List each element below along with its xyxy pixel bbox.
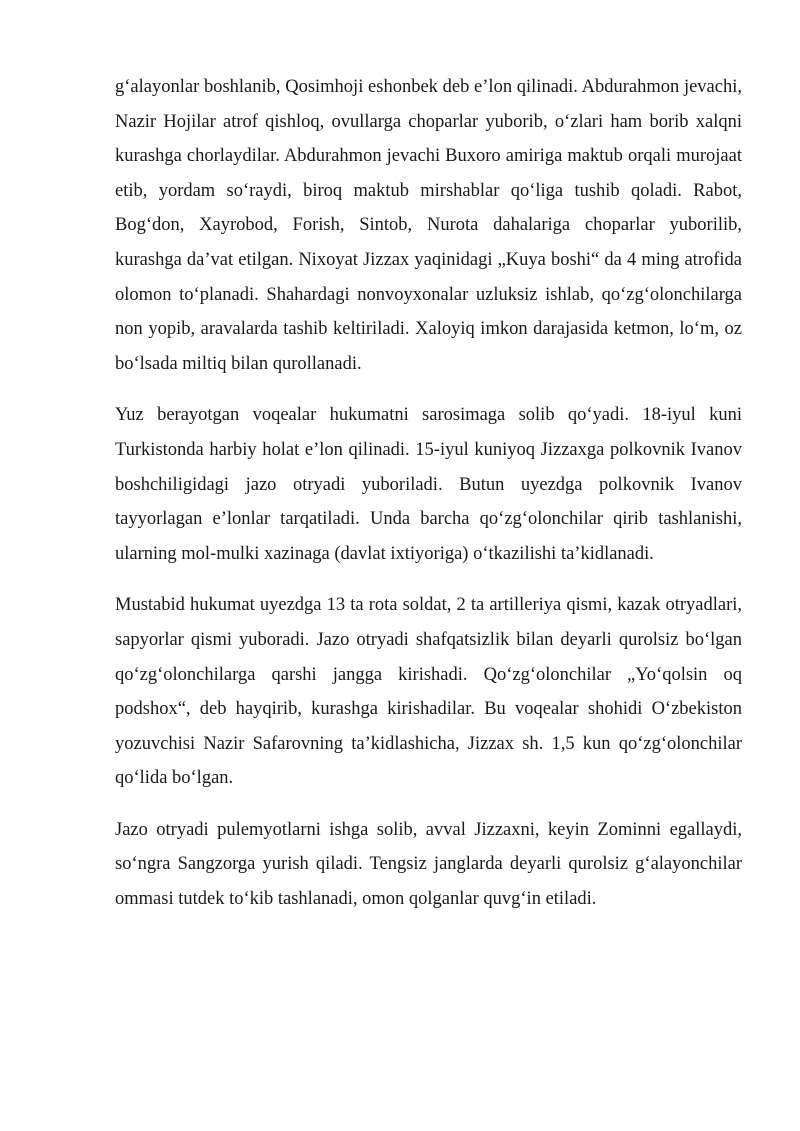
- document-page: [115, 70, 742, 934]
- paragraph-2: Yuz berayotgan voqealar hukumatni sarosimaga solib qo‘yadi. 18-iyul kuni Turkistonda harbiy holat e’lon qilinadi. 15-iyul kuniyoq Jizzaxga polkovnik Ivanov boshchiligidagi jazo otryadi yuboriladi. Butun uyezdga polkovnik Ivanov tayyorlagan e’lonlar tarqatiladi. Unda barcha qo‘zg‘olonchilar qirib tashlanishi, ularning mol-mulki xazinaga (davlat ixtiyoriga) o‘tkazilishi ta’kidlanadi.: [115, 405, 742, 564]
- paragraph-1: g‘alayonlar boshlanib, Qosimhoji eshonbek deb e’lon qilinadi. Abdurahmon jevachi, Nazir Hojilar atrof qishloq, ovullarga choparlar yuborib, o‘zlari ham borib xalqni kurashga chorlaydilar. Abdurahmon jevachi Buxoro amiriga maktub orqali murojaat etib, yordam so‘raydi, biroq maktub mirshablar qo‘liga tushib qoladi. Rabot, Bog‘don, Xayrobod, Forish, Sintob, Nurota dahalariga choparlar yuborilib, kurashga da’vat etilgan. Nixoyat Jizzax yaqinidagi „Kuya boshi“ da 4 ming atrofida olomon to‘planadi. Shahardagi nonvoyxonalar uzluksiz ishlab, qo‘zg‘olonchilarga non yopib, aravalarda tashib keltiriladi. Xaloyiq imkon darajasida ketmon, lo‘m, oz bo‘lsada miltiq bilan qurollanadi.: [115, 77, 742, 374]
- paragraph-3: Mustabid hukumat uyezdga 13 ta rota soldat, 2 ta artilleriya qismi, kazak otryadlari, sapyorlar qismi yuboradi. Jazo otryadi shafqatsizlik bilan deyarli qurolsiz bo‘lgan qo‘zg‘olonchilarga qarshi jangga kirishadi. Qo‘zg‘olonchilar „Yo‘qolsin oq podshox“, deb hayqirib, kurashga kirishadilar. Bu voqealar shohidi O‘zbekiston yozuvchisi Nazir Safarovning ta’kidlashicha, Jizzax sh. 1,5 kun qo‘zg‘olonchilar qo‘lida bo‘lgan.: [115, 595, 742, 789]
- paragraph-4: Jazo otryadi pulemyotlarni ishga solib, avval Jizzaxni, keyin Zominni egallaydi, so‘ngra Sangzorga yurish qiladi. Tengsiz janglarda deyarli qurolsiz g‘alayonchilar ommasi tutdek to‘kib tashlanadi, omon qolganlar quvg‘in etiladi.: [115, 819, 742, 910]
